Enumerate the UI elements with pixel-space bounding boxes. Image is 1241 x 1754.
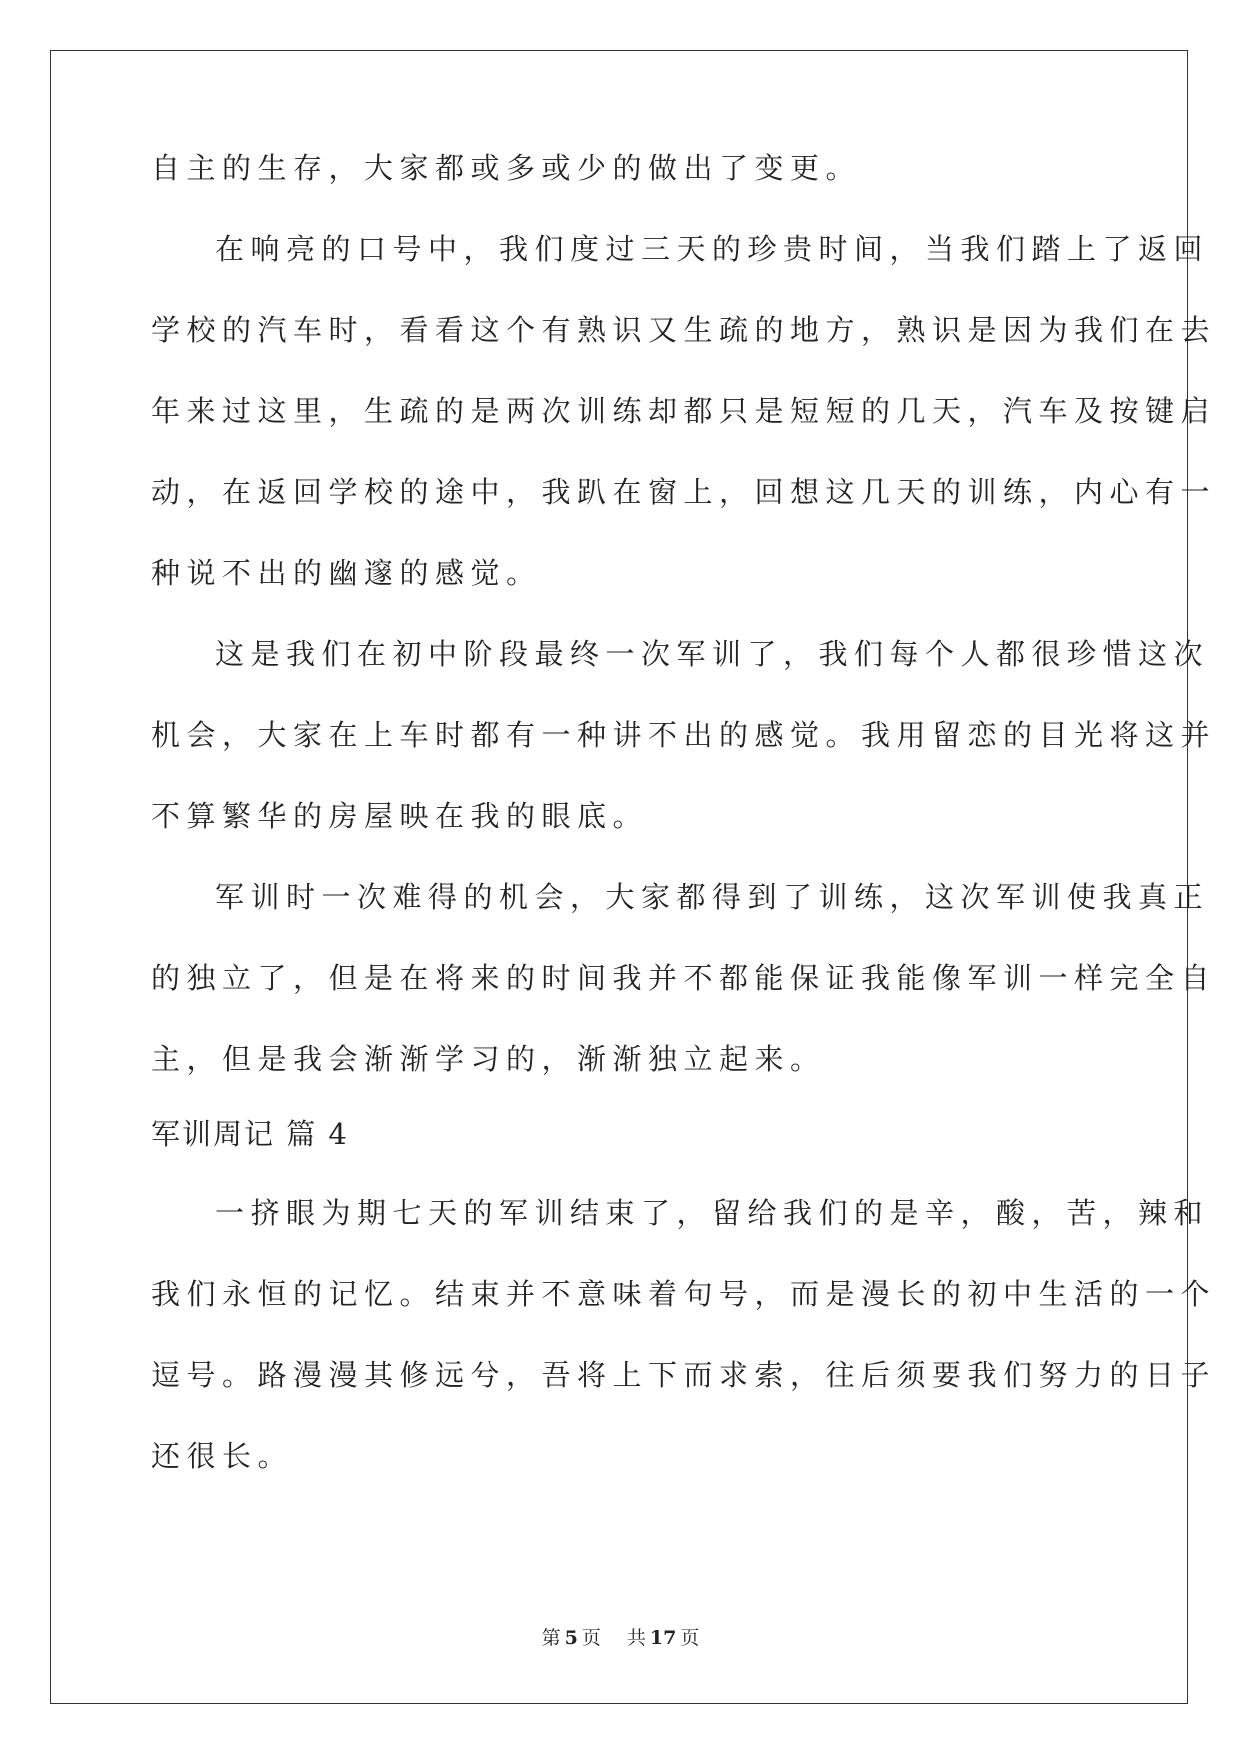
paragraph-first-line: 军训时一次难得的机会，大家都得到了训练，这次军训使我真正: [215, 880, 1210, 914]
section-heading: 军训周记 篇 4: [151, 1117, 349, 1151]
page-unit: 页: [581, 1627, 601, 1649]
page-footer: [0, 1626, 1241, 1650]
text-line: 种说不出的幽邃的感觉。: [151, 556, 542, 590]
paragraph-first-line: 这是我们在初中阶段最终一次军训了，我们每个人都很珍惜这次: [215, 637, 1210, 671]
text-line: 还很长。: [151, 1439, 294, 1473]
text-line: 自主的生存，大家都或多或少的做出了变更。: [151, 151, 862, 185]
text-line: 逗号。路漫漫其修远兮，吾将上下而求索，往后须要我们努力的日子: [151, 1358, 1217, 1392]
text-line: 我们永恒的记忆。结束并不意味着句号，而是漫长的初中生活的一个: [151, 1277, 1217, 1311]
text-line: 不算繁华的房屋映在我的眼底。: [151, 799, 649, 833]
text-line: 主，但是我会渐渐学习的，渐渐独立起来。: [151, 1042, 826, 1076]
total-number: 17: [649, 1627, 677, 1649]
text-line: 学校的汽车时，看看这个有熟识又生疏的地方，熟识是因为我们在去: [151, 313, 1217, 347]
paragraph-first-line: 在响亮的口号中，我们度过三天的珍贵时间，当我们踏上了返回: [215, 232, 1210, 266]
page-number: 5: [564, 1627, 578, 1649]
page-label: 第: [541, 1627, 561, 1649]
text-line: 年来过这里，生疏的是两次训练却都只是短短的几天，汽车及按键启: [151, 394, 1217, 428]
text-line: 机会，大家在上车时都有一种讲不出的感觉。我用留恋的目光将这并: [151, 718, 1217, 752]
paragraph-first-line: 一挤眼为期七天的军训结束了，留给我们的是辛，酸，苦，辣和: [215, 1196, 1210, 1230]
total-label: 共: [626, 1627, 646, 1649]
text-line: 动，在返回学校的途中，我趴在窗上，回想这几天的训练，内心有一: [151, 475, 1217, 509]
total-unit: 页: [680, 1627, 700, 1649]
text-line: 的独立了，但是在将来的时间我并不都能保证我能像军训一样完全自: [151, 961, 1217, 995]
